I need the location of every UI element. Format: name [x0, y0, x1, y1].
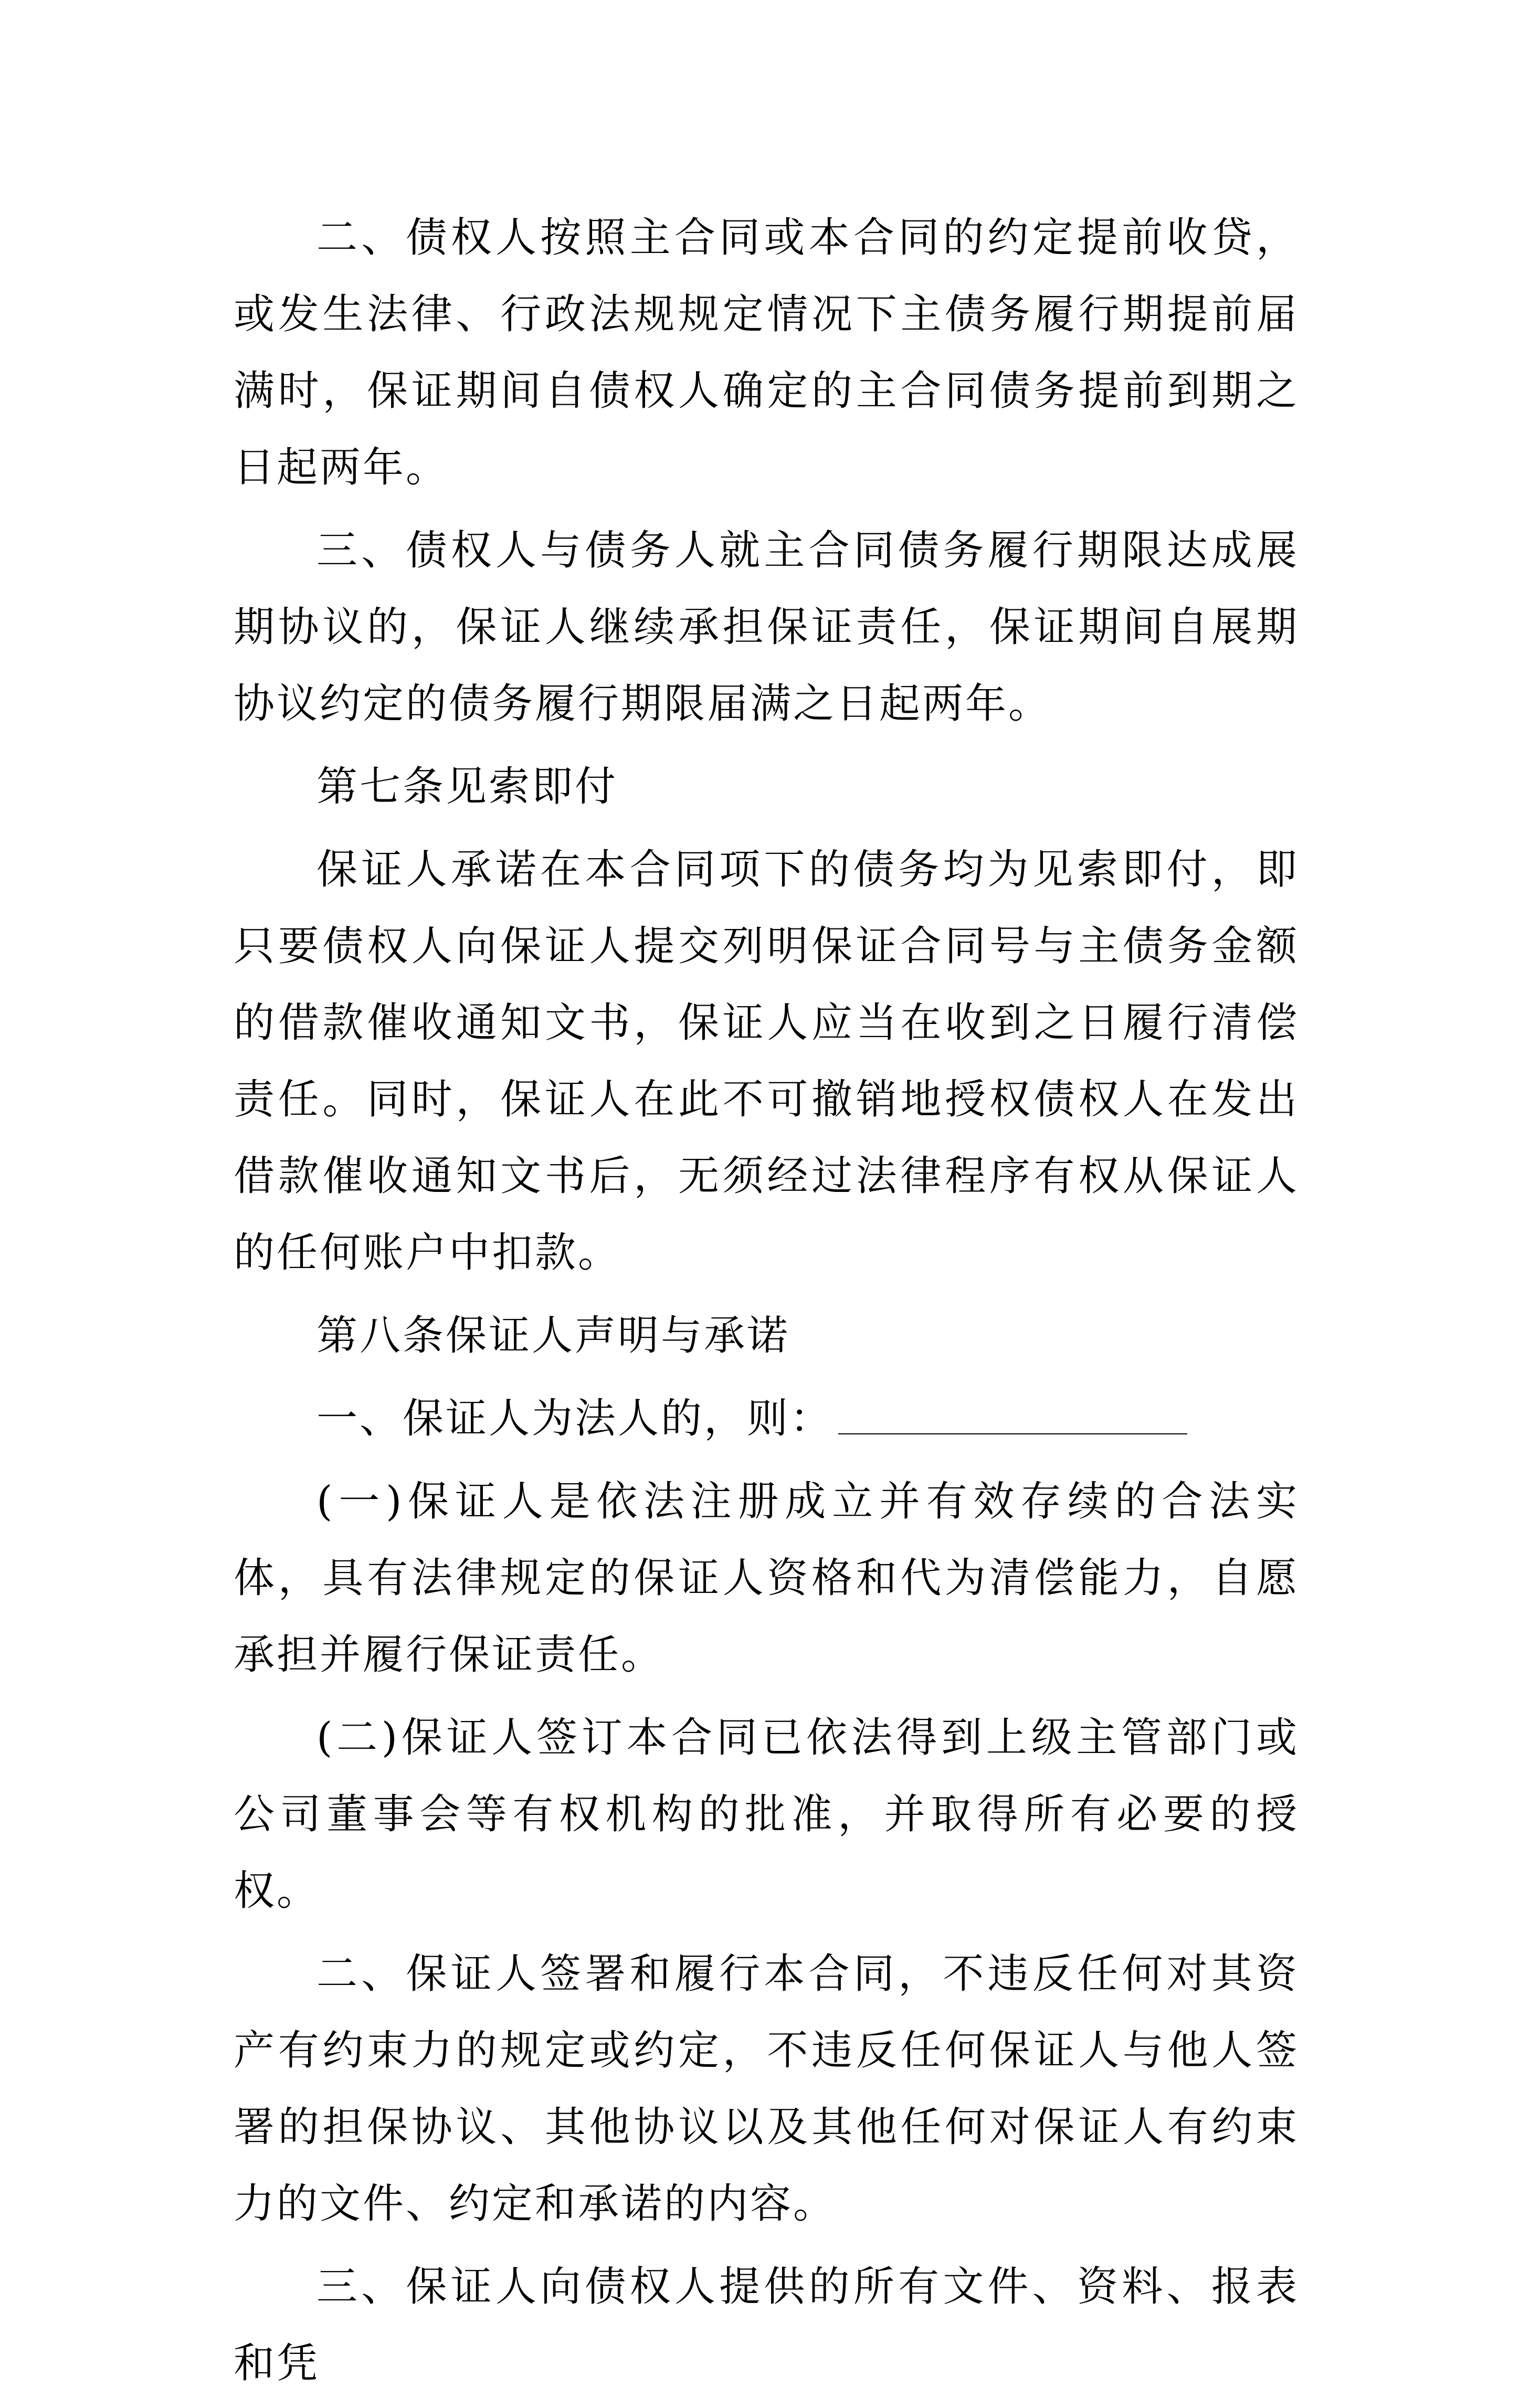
document-body: [234, 199, 1299, 2408]
article-8-item-3: 三、保证人向债权人提供的所有文件、资料、报表和凭: [234, 2263, 1299, 2387]
article-7-demand-payment: 保证人承诺在本合同项下的债务均为见索即付，即只要债权人向保证人提交列明保证合同号与主债务金额的借款催收通知文书，保证人应当在收到之日履行清偿责任。同时，保证人在此不可撤销地授权债权人在发出借款催收通知文书后，无须经过法律程序有权从保证人的任何账户中扣款。: [234, 846, 1299, 1276]
article-8-item-1-text: 一、保证人为法人的，则：: [317, 1395, 834, 1442]
clause-3-extension: 三、债权人与债务人就主合同债务履行期限达成展期协议的，保证人继续承担保证责任，保证期间自展期协议约定的债务履行期限届满之日起两年。: [234, 527, 1299, 727]
article-8-item-1: [234, 1380, 1299, 1457]
fill-in-blank-line: [838, 1432, 1187, 1434]
clause-2-early-recovery: 二、债权人按照主合同或本合同的约定提前收贷，或发生法律、行政法规规定情况下主债务履行期提前届满时，保证期间自债权人确定的主合同债务提前到期之日起两年。: [234, 214, 1299, 491]
article-7-heading: 第七条见索即付: [317, 763, 618, 810]
article-8-item-2: 二、保证人签署和履行本合同，不违反任何对其资产有约束力的规定或约定，不违反任何保证人与他人签署的担保协议、其他协议以及其他任何对保证人有约束力的文件、约定和承诺的内容。: [234, 1950, 1299, 2227]
article-8-subitem-1: (一)保证人是依法注册成立并有效存续的合法实体，具有法律规定的保证人资格和代为清偿能力，自愿承担并履行保证责任。: [234, 1478, 1299, 1678]
article-8-heading: 第八条保证人声明与承诺: [317, 1312, 790, 1359]
article-8-subitem-2: (二)保证人签订本合同已依法得到上级主管部门或公司董事会等有权机构的批准，并取得所有必要的授权。: [234, 1714, 1299, 1915]
